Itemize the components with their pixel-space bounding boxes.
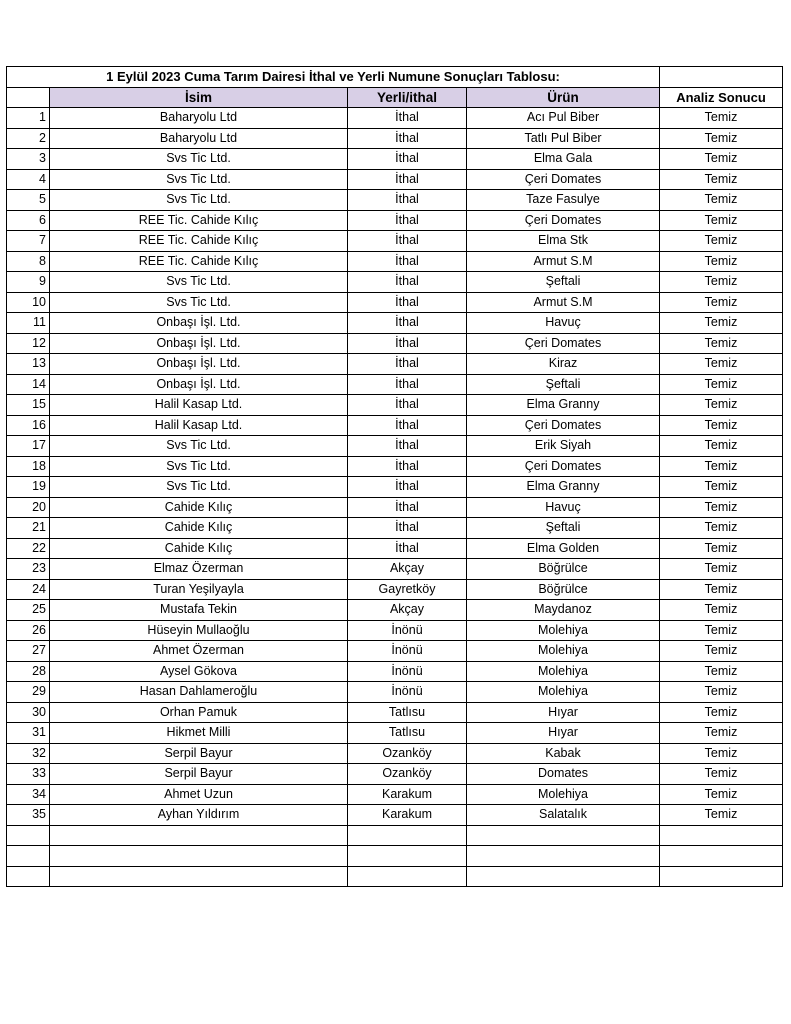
table-row xyxy=(7,600,783,621)
name-cell: Elmaz Özerman xyxy=(50,559,348,580)
name-cell: Svs Tic Ltd. xyxy=(50,292,348,313)
header-row xyxy=(7,87,783,108)
result-cell: Temiz xyxy=(660,333,783,354)
result-cell: Temiz xyxy=(660,723,783,744)
empty-cell xyxy=(467,825,660,846)
origin-cell: Tatlısu xyxy=(348,702,467,723)
header-product: Ürün xyxy=(467,87,660,108)
result-cell: Temiz xyxy=(660,661,783,682)
product-cell: Molehiya xyxy=(467,784,660,805)
result-cell: Temiz xyxy=(660,108,783,129)
origin-cell: Gayretköy xyxy=(348,579,467,600)
origin-cell: Ozanköy xyxy=(348,743,467,764)
table-row xyxy=(7,436,783,457)
origin-cell: İthal xyxy=(348,251,467,272)
table-row xyxy=(7,579,783,600)
name-cell: Cahide Kılıç xyxy=(50,518,348,539)
table-row xyxy=(7,620,783,641)
name-cell: Cahide Kılıç xyxy=(50,538,348,559)
empty-cell xyxy=(50,866,348,887)
row-number: 21 xyxy=(7,518,50,539)
origin-cell: Akçay xyxy=(348,600,467,621)
table-row xyxy=(7,805,783,826)
empty-cell xyxy=(7,825,50,846)
name-cell: Orhan Pamuk xyxy=(50,702,348,723)
row-number: 32 xyxy=(7,743,50,764)
table-row xyxy=(7,231,783,252)
title-empty-cell xyxy=(660,67,783,88)
product-cell: Domates xyxy=(467,764,660,785)
result-cell: Temiz xyxy=(660,436,783,457)
row-number: 23 xyxy=(7,559,50,580)
result-cell: Temiz xyxy=(660,128,783,149)
product-cell: Molehiya xyxy=(467,641,660,662)
name-cell: Svs Tic Ltd. xyxy=(50,477,348,498)
table-row xyxy=(7,374,783,395)
row-number: 1 xyxy=(7,108,50,129)
name-cell: Svs Tic Ltd. xyxy=(50,456,348,477)
table-row xyxy=(7,128,783,149)
origin-cell: İthal xyxy=(348,108,467,129)
product-cell: Çeri Domates xyxy=(467,210,660,231)
empty-cell xyxy=(7,846,50,867)
product-cell: Çeri Domates xyxy=(467,333,660,354)
name-cell: REE Tic. Cahide Kılıç xyxy=(50,231,348,252)
result-cell: Temiz xyxy=(660,559,783,580)
origin-cell: İthal xyxy=(348,415,467,436)
empty-cell xyxy=(467,846,660,867)
origin-cell: İthal xyxy=(348,354,467,375)
origin-cell: İnönü xyxy=(348,641,467,662)
result-cell: Temiz xyxy=(660,641,783,662)
origin-cell: İthal xyxy=(348,374,467,395)
name-cell: Serpil Bayur xyxy=(50,743,348,764)
empty-cell xyxy=(348,846,467,867)
product-cell: Havuç xyxy=(467,313,660,334)
name-cell: Baharyolu Ltd xyxy=(50,108,348,129)
result-cell: Temiz xyxy=(660,190,783,211)
result-cell: Temiz xyxy=(660,579,783,600)
product-cell: Molehiya xyxy=(467,661,660,682)
header-name: İsim xyxy=(50,87,348,108)
empty-cell xyxy=(50,846,348,867)
product-cell: Böğrülce xyxy=(467,579,660,600)
header-number-cell xyxy=(7,87,50,108)
origin-cell: İthal xyxy=(348,538,467,559)
empty-cell xyxy=(348,866,467,887)
table-row xyxy=(7,333,783,354)
product-cell: Çeri Domates xyxy=(467,456,660,477)
row-number: 9 xyxy=(7,272,50,293)
row-number: 26 xyxy=(7,620,50,641)
row-number: 14 xyxy=(7,374,50,395)
name-cell: Turan Yeşilyayla xyxy=(50,579,348,600)
product-cell: Erik Siyah xyxy=(467,436,660,457)
table-title: 1 Eylül 2023 Cuma Tarım Dairesi İthal ve Yerli Numune Sonuçları Tablosu: xyxy=(7,67,660,88)
product-cell: Tatlı Pul Biber xyxy=(467,128,660,149)
table-row xyxy=(7,313,783,334)
row-number: 28 xyxy=(7,661,50,682)
product-cell: Havuç xyxy=(467,497,660,518)
origin-cell: İthal xyxy=(348,436,467,457)
product-cell: Maydanoz xyxy=(467,600,660,621)
product-cell: Böğrülce xyxy=(467,559,660,580)
result-cell: Temiz xyxy=(660,169,783,190)
empty-cell xyxy=(348,825,467,846)
product-cell: Şeftali xyxy=(467,272,660,293)
origin-cell: İnönü xyxy=(348,682,467,703)
result-cell: Temiz xyxy=(660,231,783,252)
product-cell: Çeri Domates xyxy=(467,169,660,190)
row-number: 11 xyxy=(7,313,50,334)
product-cell: Hıyar xyxy=(467,702,660,723)
empty-cell xyxy=(7,866,50,887)
origin-cell: İthal xyxy=(348,292,467,313)
header-origin: Yerli/ithal xyxy=(348,87,467,108)
row-number: 18 xyxy=(7,456,50,477)
row-number: 12 xyxy=(7,333,50,354)
product-cell: Armut S.M xyxy=(467,251,660,272)
result-cell: Temiz xyxy=(660,415,783,436)
origin-cell: İthal xyxy=(348,210,467,231)
origin-cell: İthal xyxy=(348,518,467,539)
table-row xyxy=(7,661,783,682)
origin-cell: İthal xyxy=(348,149,467,170)
table-row xyxy=(7,149,783,170)
product-cell: Elma Granny xyxy=(467,477,660,498)
product-cell: Elma Granny xyxy=(467,395,660,416)
name-cell: Aysel Gökova xyxy=(50,661,348,682)
name-cell: Svs Tic Ltd. xyxy=(50,169,348,190)
row-number: 25 xyxy=(7,600,50,621)
row-number: 4 xyxy=(7,169,50,190)
name-cell: Cahide Kılıç xyxy=(50,497,348,518)
result-cell: Temiz xyxy=(660,374,783,395)
result-cell: Temiz xyxy=(660,538,783,559)
origin-cell: İthal xyxy=(348,456,467,477)
product-cell: Elma Golden xyxy=(467,538,660,559)
origin-cell: İthal xyxy=(348,477,467,498)
empty-cell xyxy=(660,866,783,887)
name-cell: Baharyolu Ltd xyxy=(50,128,348,149)
name-cell: Hasan Dahlameroğlu xyxy=(50,682,348,703)
row-number: 10 xyxy=(7,292,50,313)
product-cell: Salatalık xyxy=(467,805,660,826)
row-number: 33 xyxy=(7,764,50,785)
name-cell: Ahmet Özerman xyxy=(50,641,348,662)
name-cell: Onbaşı İşl. Ltd. xyxy=(50,354,348,375)
table-row xyxy=(7,641,783,662)
origin-cell: Karakum xyxy=(348,805,467,826)
table-row xyxy=(7,456,783,477)
origin-cell: Karakum xyxy=(348,784,467,805)
row-number: 6 xyxy=(7,210,50,231)
origin-cell: İthal xyxy=(348,272,467,293)
result-cell: Temiz xyxy=(660,292,783,313)
origin-cell: İthal xyxy=(348,497,467,518)
product-cell: Acı Pul Biber xyxy=(467,108,660,129)
product-cell: Molehiya xyxy=(467,620,660,641)
result-cell: Temiz xyxy=(660,497,783,518)
name-cell: Mustafa Tekin xyxy=(50,600,348,621)
name-cell: Serpil Bayur xyxy=(50,764,348,785)
name-cell: Halil Kasap Ltd. xyxy=(50,395,348,416)
empty-row xyxy=(7,825,783,846)
product-cell: Hıyar xyxy=(467,723,660,744)
name-cell: Hüseyin Mullaoğlu xyxy=(50,620,348,641)
table-row xyxy=(7,477,783,498)
name-cell: Ahmet Uzun xyxy=(50,784,348,805)
result-cell: Temiz xyxy=(660,682,783,703)
row-number: 15 xyxy=(7,395,50,416)
result-cell: Temiz xyxy=(660,477,783,498)
row-number: 3 xyxy=(7,149,50,170)
result-cell: Temiz xyxy=(660,313,783,334)
row-number: 19 xyxy=(7,477,50,498)
table-row xyxy=(7,169,783,190)
row-number: 34 xyxy=(7,784,50,805)
result-cell: Temiz xyxy=(660,272,783,293)
result-cell: Temiz xyxy=(660,620,783,641)
name-cell: Ayhan Yıldırım xyxy=(50,805,348,826)
product-cell: Taze Fasulye xyxy=(467,190,660,211)
table-row xyxy=(7,395,783,416)
name-cell: Onbaşı İşl. Ltd. xyxy=(50,333,348,354)
row-number: 20 xyxy=(7,497,50,518)
table-row xyxy=(7,538,783,559)
header-result: Analiz Sonucu xyxy=(660,87,783,108)
origin-cell: İthal xyxy=(348,169,467,190)
origin-cell: Ozanköy xyxy=(348,764,467,785)
name-cell: Halil Kasap Ltd. xyxy=(50,415,348,436)
table-row xyxy=(7,292,783,313)
row-number: 35 xyxy=(7,805,50,826)
origin-cell: İthal xyxy=(348,333,467,354)
name-cell: Onbaşı İşl. Ltd. xyxy=(50,313,348,334)
name-cell: Onbaşı İşl. Ltd. xyxy=(50,374,348,395)
row-number: 2 xyxy=(7,128,50,149)
row-number: 8 xyxy=(7,251,50,272)
table-row xyxy=(7,251,783,272)
name-cell: REE Tic. Cahide Kılıç xyxy=(50,251,348,272)
table-row xyxy=(7,723,783,744)
origin-cell: Tatlısu xyxy=(348,723,467,744)
empty-cell xyxy=(50,825,348,846)
product-cell: Çeri Domates xyxy=(467,415,660,436)
origin-cell: İnönü xyxy=(348,661,467,682)
row-number: 30 xyxy=(7,702,50,723)
table-row xyxy=(7,415,783,436)
origin-cell: İthal xyxy=(348,395,467,416)
table-row xyxy=(7,108,783,129)
product-cell: Şeftali xyxy=(467,518,660,539)
name-cell: Svs Tic Ltd. xyxy=(50,272,348,293)
table-row xyxy=(7,190,783,211)
table-row xyxy=(7,210,783,231)
result-cell: Temiz xyxy=(660,354,783,375)
row-number: 22 xyxy=(7,538,50,559)
result-cell: Temiz xyxy=(660,251,783,272)
empty-cell xyxy=(660,825,783,846)
origin-cell: İthal xyxy=(348,313,467,334)
result-cell: Temiz xyxy=(660,784,783,805)
result-cell: Temiz xyxy=(660,600,783,621)
origin-cell: İthal xyxy=(348,190,467,211)
row-number: 24 xyxy=(7,579,50,600)
row-number: 17 xyxy=(7,436,50,457)
table-row xyxy=(7,682,783,703)
table-row xyxy=(7,784,783,805)
product-cell: Kabak xyxy=(467,743,660,764)
results-table xyxy=(6,66,783,887)
name-cell: Svs Tic Ltd. xyxy=(50,436,348,457)
row-number: 5 xyxy=(7,190,50,211)
origin-cell: İnönü xyxy=(348,620,467,641)
result-cell: Temiz xyxy=(660,518,783,539)
empty-cell xyxy=(467,866,660,887)
result-cell: Temiz xyxy=(660,743,783,764)
row-number: 31 xyxy=(7,723,50,744)
row-number: 27 xyxy=(7,641,50,662)
name-cell: REE Tic. Cahide Kılıç xyxy=(50,210,348,231)
table-row xyxy=(7,272,783,293)
table-row xyxy=(7,764,783,785)
product-cell: Elma Gala xyxy=(467,149,660,170)
origin-cell: Akçay xyxy=(348,559,467,580)
result-cell: Temiz xyxy=(660,456,783,477)
origin-cell: İthal xyxy=(348,231,467,252)
name-cell: Svs Tic Ltd. xyxy=(50,149,348,170)
table-row xyxy=(7,702,783,723)
result-cell: Temiz xyxy=(660,805,783,826)
table-row xyxy=(7,743,783,764)
name-cell: Svs Tic Ltd. xyxy=(50,190,348,211)
product-cell: Kiraz xyxy=(467,354,660,375)
result-cell: Temiz xyxy=(660,764,783,785)
empty-cell xyxy=(660,846,783,867)
result-cell: Temiz xyxy=(660,149,783,170)
result-cell: Temiz xyxy=(660,702,783,723)
result-cell: Temiz xyxy=(660,210,783,231)
row-number: 7 xyxy=(7,231,50,252)
empty-row xyxy=(7,846,783,867)
product-cell: Molehiya xyxy=(467,682,660,703)
table-row xyxy=(7,559,783,580)
row-number: 29 xyxy=(7,682,50,703)
table-row xyxy=(7,354,783,375)
row-number: 16 xyxy=(7,415,50,436)
table-row xyxy=(7,497,783,518)
title-row xyxy=(7,67,783,88)
product-cell: Elma Stk xyxy=(467,231,660,252)
result-cell: Temiz xyxy=(660,395,783,416)
origin-cell: İthal xyxy=(348,128,467,149)
row-number: 13 xyxy=(7,354,50,375)
empty-row xyxy=(7,866,783,887)
table-row xyxy=(7,518,783,539)
name-cell: Hikmet Milli xyxy=(50,723,348,744)
product-cell: Armut S.M xyxy=(467,292,660,313)
product-cell: Şeftali xyxy=(467,374,660,395)
